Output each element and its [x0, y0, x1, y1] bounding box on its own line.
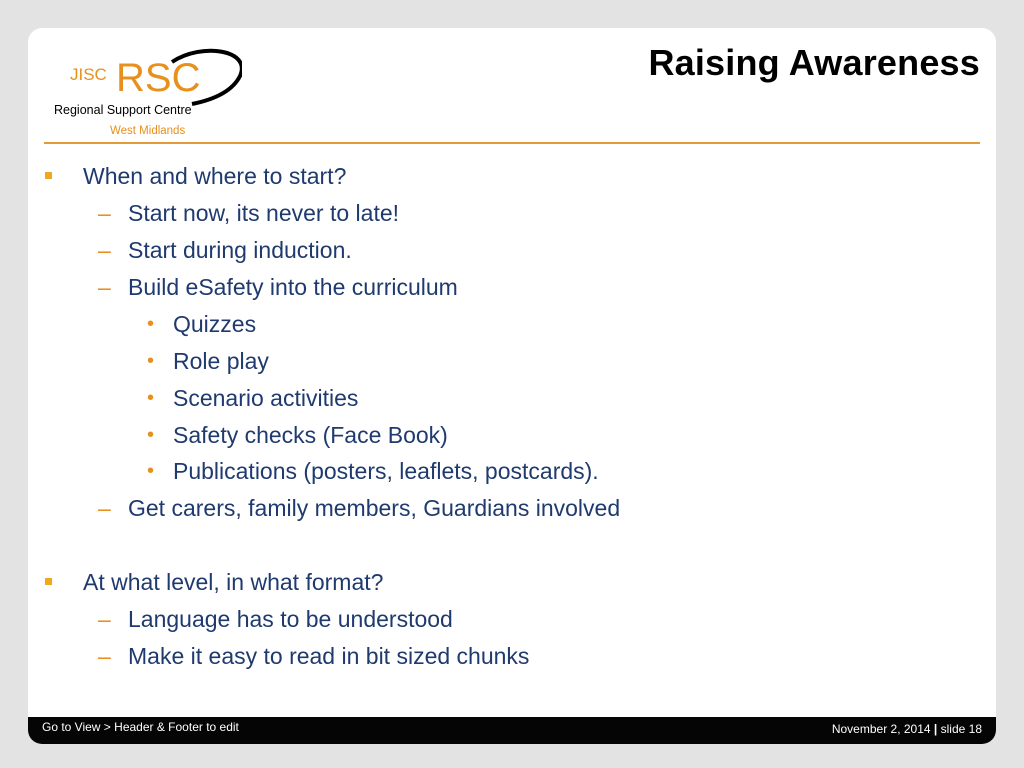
- dash-bullet-icon: –: [98, 237, 111, 263]
- list-item-text: Start now, its never to late!: [128, 200, 400, 226]
- list-item: [147, 310, 257, 338]
- footer-slide-number: slide 18: [940, 722, 982, 736]
- dash-bullet-icon: –: [98, 606, 111, 632]
- square-bullet-icon: [45, 578, 52, 585]
- list-item-text: Make it easy to read in bit sized chunks: [128, 643, 530, 669]
- list-item: [147, 347, 269, 375]
- logo-rsc-text: RSC: [116, 56, 201, 100]
- logo-subtitle: Regional Support Centre: [54, 103, 192, 117]
- list-item: [147, 421, 448, 449]
- dash-bullet-icon: –: [98, 495, 111, 521]
- list-item: [147, 384, 359, 412]
- title-divider: [44, 142, 980, 144]
- slide: [28, 28, 996, 744]
- logo-region: West Midlands: [110, 125, 186, 137]
- slide-title: Raising Awareness: [648, 42, 980, 83]
- list-item: [98, 199, 400, 227]
- dot-bullet-icon: •: [147, 387, 155, 409]
- list-item-text: Language has to be understood: [128, 606, 453, 632]
- list-item: [83, 568, 383, 596]
- footer-separator: |: [933, 722, 938, 736]
- list-item: [98, 236, 352, 264]
- dot-bullet-icon: •: [147, 350, 155, 372]
- footer-placeholder-text: Go to View > Header & Footer to edit: [42, 720, 239, 734]
- footer-date: November 2, 2014: [831, 722, 931, 736]
- list-item: [98, 494, 621, 522]
- dash-bullet-icon: –: [98, 274, 111, 300]
- list-item: [98, 642, 530, 670]
- dot-bullet-icon: •: [147, 424, 155, 446]
- list-item-text: Publications (posters, leaflets, postcards).: [173, 458, 599, 484]
- list-item-text: At what level, in what format?: [83, 569, 384, 595]
- dash-bullet-icon: –: [98, 200, 111, 226]
- list-item-text: Safety checks (Face Book): [173, 422, 448, 448]
- list-item-text: Get carers, family members, Guardians involved: [128, 495, 621, 521]
- slide-footer: [28, 717, 996, 744]
- list-item: [147, 457, 599, 485]
- footer-date-slide: [832, 722, 982, 736]
- list-item: [98, 605, 453, 633]
- jisc-rsc-logo: [52, 38, 242, 138]
- dot-bullet-icon: •: [147, 460, 155, 482]
- list-item: [98, 273, 458, 301]
- logo-jisc-text: JISC: [70, 65, 107, 84]
- list-item-text: Role play: [173, 348, 269, 374]
- square-bullet-icon: [45, 172, 52, 179]
- list-item: [83, 162, 346, 190]
- dash-bullet-icon: –: [98, 643, 111, 669]
- dot-bullet-icon: •: [147, 313, 155, 335]
- list-item-text: Build eSafety into the curriculum: [128, 274, 458, 300]
- list-item-text: Quizzes: [173, 311, 257, 337]
- list-item-text: Start during induction.: [128, 237, 352, 263]
- list-item-text: When and where to start?: [83, 163, 347, 189]
- list-item-text: Scenario activities: [173, 385, 359, 411]
